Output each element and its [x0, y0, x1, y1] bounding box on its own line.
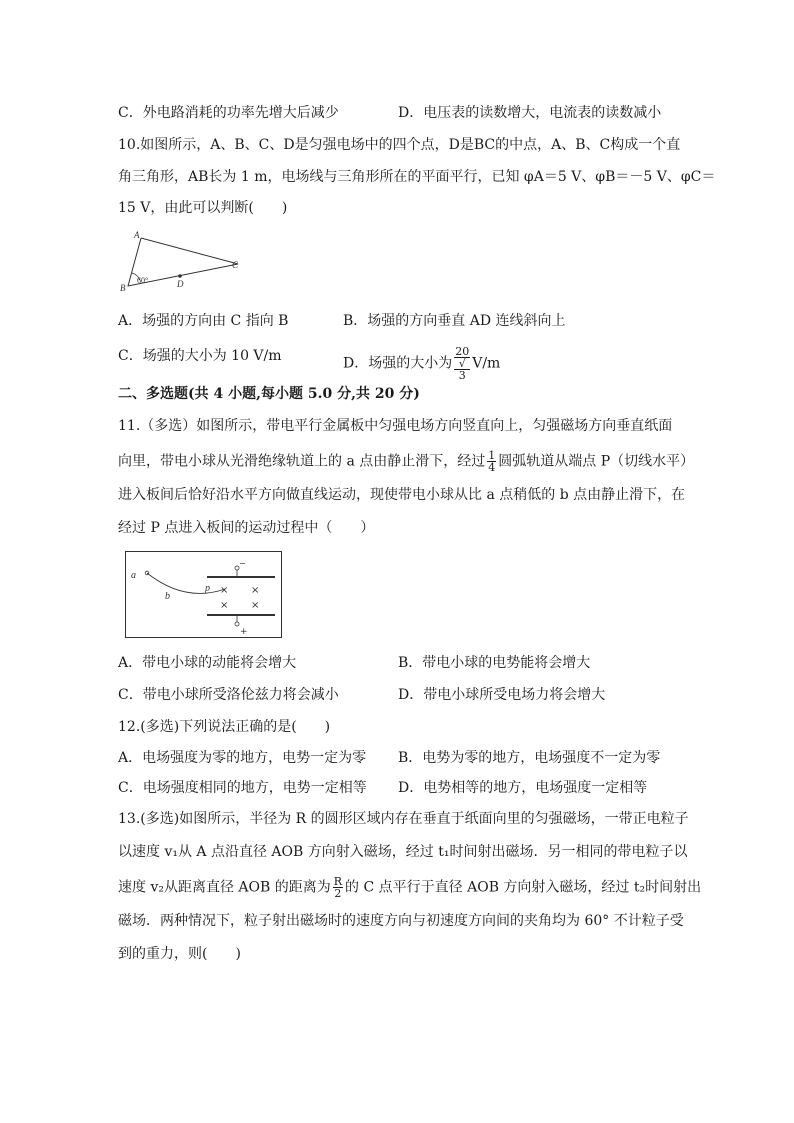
q11-field-cross: ×: [251, 585, 260, 596]
q12-option-a: A．电场强度为零的地方，电势一定为零: [118, 750, 367, 766]
q13-stem-line1: 13.(多选)如图所示，半径为 R 的圆形区域内存在垂直于纸面向里的匀强磁场，一带正电粒子: [118, 811, 689, 827]
q11-field-cross: ×: [220, 585, 229, 596]
q10-label-b: B: [120, 283, 126, 293]
q11-quarter-fraction: [487, 450, 496, 473]
q10-option-d-unit: V/m: [472, 355, 501, 372]
q9-option-d: D．电压表的读数增大，电流表的读数减小: [398, 105, 662, 121]
q13-stem-line3-a: 速度 v₂从距离直径 AOB 的距离为: [118, 879, 331, 896]
q11-option-b: B．带电小球的电势能将会增大: [398, 655, 591, 671]
q11-field-cross: ×: [220, 600, 229, 611]
q11-label-a: a: [131, 570, 136, 581]
q13-stem-line3-b: 的 C 点平行于直径 AOB 方向射入磁场，经过 t₂时间射出: [345, 879, 702, 896]
q11-option-a: A．带电小球的动能将会增大: [118, 655, 297, 671]
q9-option-c: C．外电路消耗的功率先增大后减少: [118, 105, 339, 121]
q11-minus-sign: −: [239, 559, 246, 568]
q11-fraction-denominator: 4: [488, 461, 496, 474]
q11-stem-line2: [118, 450, 694, 473]
q13-stem-line5: 到的重力，则( ): [118, 946, 241, 962]
q13-stem-line3: [118, 876, 701, 899]
q13-fraction-numerator: R: [333, 875, 343, 888]
q11-stem-line2-a: 向里，带电小球从光滑绝缘轨道上的 a 点由静止滑下，经过: [118, 453, 486, 470]
q10-label-c: C: [232, 260, 239, 270]
q10-label-d: D: [177, 279, 184, 289]
q10-angle-label: 60°: [137, 276, 149, 285]
q11-option-d: D．带电小球所受电场力将会增大: [398, 687, 606, 703]
q12-option-b: B．电势为零的地方，电场强度不一定为零: [398, 750, 661, 766]
q11-option-c: C．带电小球所受洛伦兹力将会减小: [118, 687, 339, 703]
q10-triangle-figure: [118, 228, 250, 294]
q11-plus-sign: +: [240, 627, 248, 637]
q10-option-b: B．场强的方向垂直 AD 连线斜向上: [343, 313, 566, 329]
q10-fraction-denominator: 3: [454, 369, 470, 381]
q11-plates-figure: [125, 551, 285, 640]
q11-stem-line3: 进入板间后恰好沿水平方向做直线运动，现使带电小球从比 a 点稍低的 b 点由静止滑下，在: [118, 487, 686, 503]
q10-option-d: [343, 346, 500, 381]
q10-stem-line3: 15 V，由此可以判断( ): [118, 200, 288, 216]
q10-option-d-fraction: 20 √ 3: [455, 345, 470, 382]
q11-stem-line2-b: 圆弧轨道从端点 P（切线水平）: [498, 453, 695, 470]
q13-stem-line2: 以速度 v₁从 A 点沿直径 AOB 方向射入磁场，经过 t₁时间射出磁场．另一相同的带电粒子以: [118, 844, 688, 860]
section-2-title: 二、多选题(共 4 小题,每小题 5.0 分,共 20 分): [118, 386, 420, 402]
q12-option-d: D．电势相等的地方，电场强度一定相等: [398, 780, 648, 796]
q13-r-over-2-fraction: [333, 876, 343, 899]
q10-stem-line1: 10.如图所示，A、B、C、D是匀强电场中的四个点，D是BC的中点，A、B、C构成一个直: [118, 137, 681, 153]
q10-stem-line2: 角三角形，AB长为 1 m，电场线与三角形所在的平面平行，已知 φA＝5 V、φB＝－5 V、φC＝: [118, 169, 716, 185]
q11-field-cross: ×: [251, 600, 260, 611]
q10-label-a: A: [134, 230, 140, 240]
q10-option-a: A．场强的方向由 C 指向 B: [118, 313, 289, 329]
q11-fraction-numerator: 1: [488, 449, 496, 462]
q11-stem-line4: 经过 P 点进入板间的运动过程中（ ）: [118, 520, 375, 536]
q11-stem-line1: 11.（多选）如图所示，带电平行金属板中匀强电场方向竖直向上，匀强磁场方向垂直纸面: [118, 418, 673, 434]
q13-stem-line4: 磁场．两种情况下，粒子射出磁场时的速度方向与初速度方向间的夹角均为 60° 不计粒子受: [118, 913, 684, 929]
q13-fraction-denominator: 2: [334, 887, 342, 900]
q12-stem: 12.(多选)下列说法正确的是( ): [118, 719, 331, 735]
q11-label-b: b: [165, 591, 170, 602]
q12-option-c: C．电场强度相同的地方，电势一定相等: [118, 780, 367, 796]
q10-option-c: C．场强的大小为 10 V/m: [118, 348, 282, 364]
q11-label-p: p: [205, 583, 210, 594]
q10-fraction-numerator: 20: [455, 345, 470, 358]
q10-option-d-prefix: D．场强的大小为: [343, 355, 453, 372]
